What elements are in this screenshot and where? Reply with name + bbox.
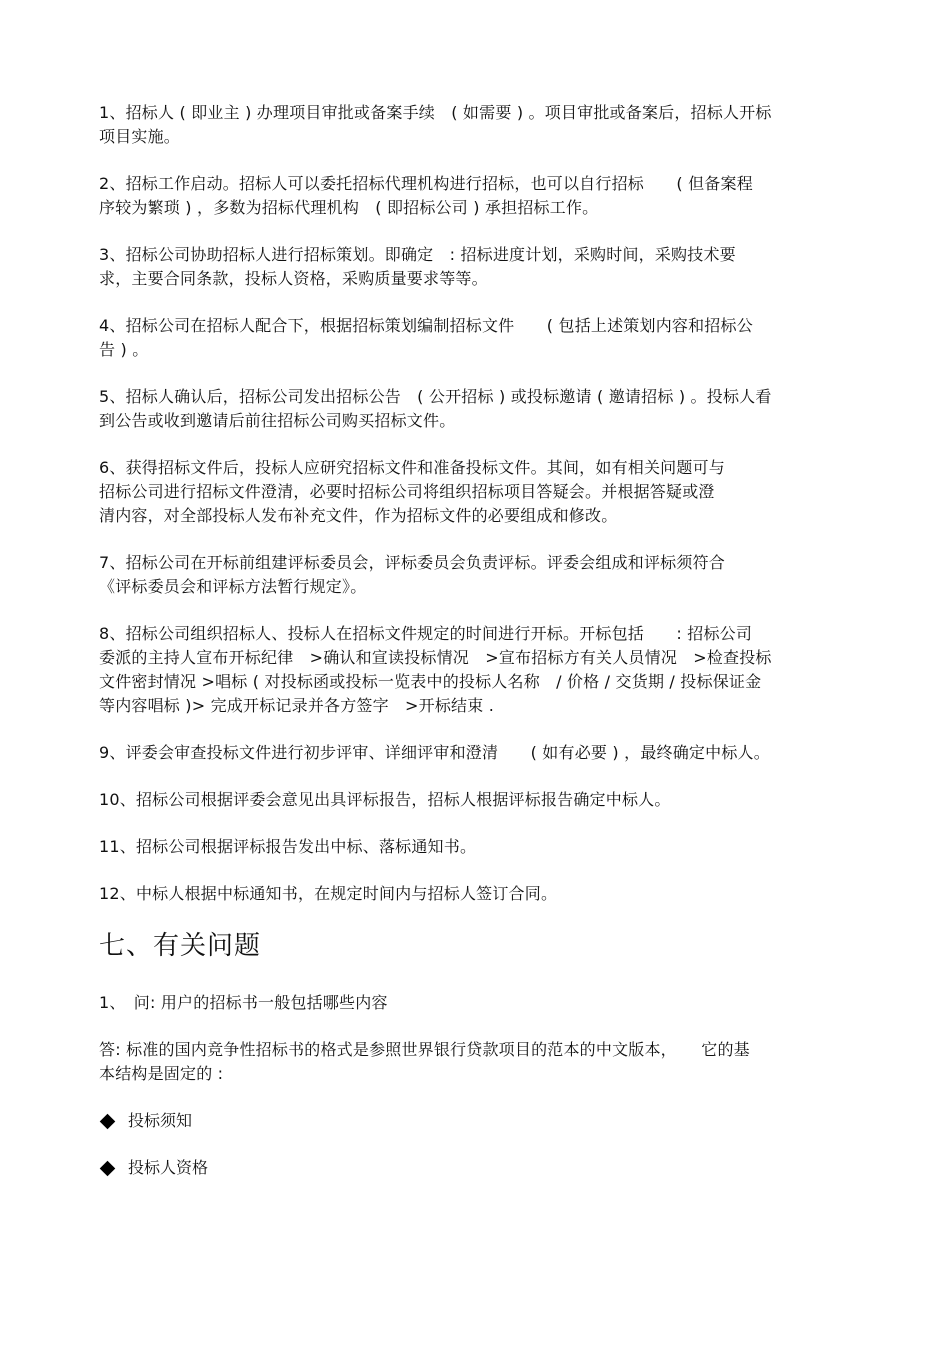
- procedure-steps: [99, 101, 839, 906]
- step-3-line-1: 3、招标公司协助招标人进行招标策划。即确定 : 招标进度计划，采购时间，采购技术要: [99, 245, 736, 264]
- step-6-line-1: 6、获得招标文件后，投标人应研究招标文件和准备投标文件。其间，如有相关问题可与: [99, 458, 725, 477]
- section-title: 七、有关问题: [99, 931, 262, 961]
- step-5-line-2: 到公告或收到邀请后前往招标公司购买招标文件。: [99, 411, 456, 430]
- step-11-line-1: 11、招标公司根据评标报告发出中标、落标通知书。: [99, 837, 477, 856]
- step-1-line-1: 1、招标人 ( 即业主 ) 办理项目审批或备案手续 ( 如需要 ) 。项目审批或备案后，招标人开标: [99, 103, 772, 122]
- document-page: [99, 101, 839, 1203]
- step-8: [99, 622, 839, 718]
- step-9: [99, 741, 839, 765]
- bullet-item-bidder-instructions: [99, 1109, 839, 1133]
- bullet-label: 投标须知: [128, 1111, 193, 1130]
- step-10: [99, 788, 839, 812]
- step-4: [99, 314, 839, 362]
- step-1-line-2: 项目实施。: [99, 127, 181, 146]
- step-5: [99, 385, 839, 433]
- question-1-text: 1、 问: 用户的招标书一般包括哪些内容: [99, 993, 388, 1012]
- step-12: [99, 882, 839, 906]
- step-11: [99, 835, 839, 859]
- step-6-line-3: 清内容，对全部投标人发布补充文件，作为招标文件的必要组成和修改。: [99, 506, 618, 525]
- step-1: [99, 101, 839, 149]
- step-8-line-4: 等内容唱标 )> 完成开标记录并各方签字 >开标结束 .: [99, 696, 494, 715]
- answer-1-line-2: 本结构是固定的 :: [99, 1064, 224, 1083]
- step-3: [99, 243, 839, 291]
- step-4-line-1: 4、招标公司在招标人配合下，根据招标策划编制招标文件 ( 包括上述策划内容和招标公: [99, 316, 753, 335]
- step-2-line-2: 序较为繁琐 ) ，多数为招标代理机构 ( 即招标公司 ) 承担招标工作。: [99, 198, 599, 217]
- diamond-bullet-icon: [100, 1113, 116, 1129]
- step-10-line-1: 10、招标公司根据评委会意见出具评标报告，招标人根据评标报告确定中标人。: [99, 790, 671, 809]
- bullet-label: 投标人资格: [128, 1158, 209, 1177]
- step-6-line-2: 招标公司进行招标文件澄清，必要时招标公司将组织招标项目答疑会。并根据答疑或澄: [99, 482, 715, 501]
- step-8-line-3: 文件密封情况 >唱标 ( 对投标函或投标一览表中的投标人名称 / 价格 / 交货期 / 投标保证金: [99, 672, 762, 691]
- step-8-line-1: 8、招标公司组织招标人、投标人在招标文件规定的时间进行开标。开标包括 : 招标公司: [99, 624, 753, 643]
- bullet-item-bidder-qualification: [99, 1156, 839, 1180]
- step-7-line-2: 《评标委员会和评标方法暂行规定》。: [99, 577, 367, 596]
- diamond-bullet-icon: [100, 1160, 116, 1176]
- answer-1-line-1: 答: 标准的国内竞争性招标书的格式是参照世界银行贷款项目的范本的中文版本， 它的基: [99, 1040, 750, 1059]
- question-1: [99, 991, 839, 1015]
- step-6: [99, 456, 839, 528]
- step-8-line-2: 委派的主持人宣布开标纪律 >确认和宣读投标情况 >宣布招标方有关人员情况 >检查投标: [99, 648, 772, 667]
- answer-1: [99, 1038, 839, 1086]
- step-9-line-1: 9、评委会审查投标文件进行初步评审、详细评审和澄清 ( 如有必要 ) ，最终确定中标人。: [99, 743, 770, 762]
- step-5-line-1: 5、招标人确认后，招标公司发出招标公告 ( 公开招标 ) 或投标邀请 ( 邀请招标 ) 。投标人看: [99, 387, 772, 406]
- step-2: [99, 172, 839, 220]
- step-12-line-1: 12、中标人根据中标通知书，在规定时间内与招标人签订合同。: [99, 884, 558, 903]
- step-7-line-1: 7、招标公司在开标前组建评标委员会，评标委员会负责评标。评委会组成和评标须符合: [99, 553, 725, 572]
- step-4-line-2: 告 ) 。: [99, 340, 149, 359]
- step-2-line-1: 2、招标工作启动。招标人可以委托招标代理机构进行招标，也可以自行招标 ( 但备案程: [99, 174, 753, 193]
- step-3-line-2: 求，主要合同条款，投标人资格，采购质量要求等等。: [99, 269, 488, 288]
- step-7: [99, 551, 839, 599]
